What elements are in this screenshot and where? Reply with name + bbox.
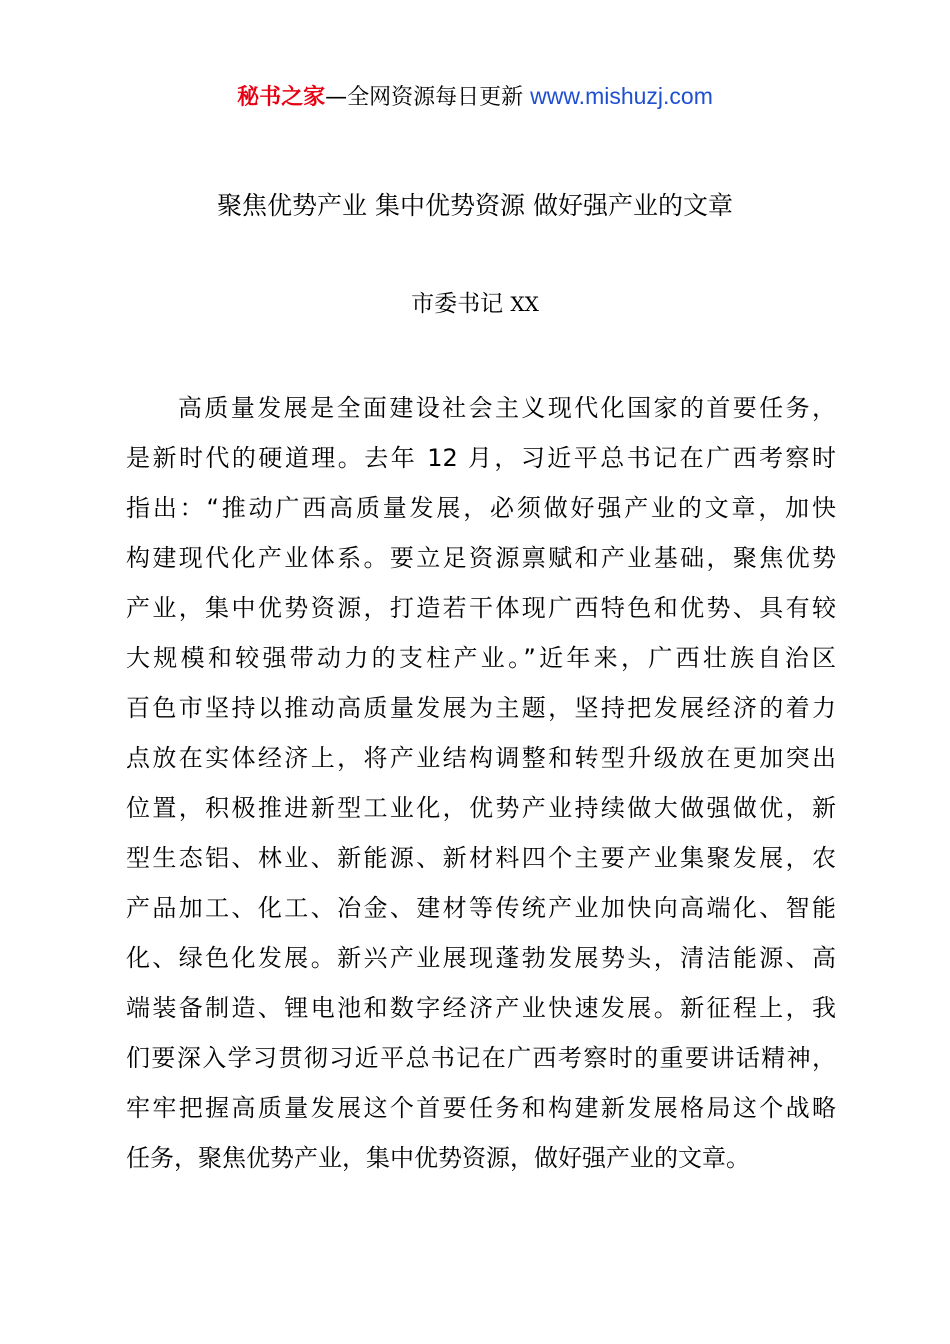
paragraph-line: 牢牢把握高质量发展这个首要任务和构建新发展格局这个战略 — [126, 1094, 836, 1122]
site-url-link[interactable]: www.mishuzj.com — [530, 83, 713, 109]
paragraph-line: 位置，积极推进新型工业化，优势产业持续做大做强做优，新 — [126, 794, 836, 822]
author-name: XX — [510, 292, 539, 316]
paragraph-line: 产品加工、化工、冶金、建材等传统产业加快向高端化、智能 — [126, 894, 836, 922]
document-title: 聚焦优势产业 集中优势资源 做好强产业的文章 — [217, 191, 733, 220]
paragraph-line: 点放在实体经济上，将产业结构调整和转型升级放在更加突出 — [126, 744, 836, 772]
paragraph-line: 型生态铝、林业、新能源、新材料四个主要产业集聚发展，农 — [126, 844, 836, 872]
paragraph-line: 大规模和较强带动力的支柱产业。”近年来，广西壮族自治区 — [126, 644, 836, 672]
paragraph-line: 百色市坚持以推动高质量发展为主题，坚持把发展经济的着力 — [126, 694, 836, 722]
brand-name: 秘书之家 — [237, 85, 326, 110]
paragraph-line: 端装备制造、锂电池和数字经济产业快速发展。新征程上，我 — [126, 994, 836, 1022]
site-tagline: —全网资源每日更新 — [325, 85, 524, 110]
paragraph-line: 是新时代的硬道理。去年 12 月，习近平总书记在广西考察时 — [126, 444, 836, 472]
paragraph-line: 构建现代化产业体系。要立足资源禀赋和产业基础，聚焦优势 — [126, 544, 836, 572]
paragraph-line: 指出：“推动广西高质量发展，必须做好强产业的文章，加快 — [126, 494, 836, 522]
document-author — [0, 286, 950, 322]
body-paragraph — [126, 383, 836, 1183]
paragraph-line: 化、绿色化发展。新兴产业展现蓬勃发展势头，清洁能源、高 — [126, 944, 836, 972]
site-header — [0, 80, 950, 114]
paragraph-line: 产业，集中优势资源，打造若干体现广西特色和优势、具有较 — [126, 594, 836, 622]
paragraph-line: 高质量发展是全面建设社会主义现代化国家的首要任务， — [178, 394, 836, 422]
paragraph-line: 们要深入学习贯彻习近平总书记在广西考察时的重要讲话精神， — [126, 1044, 836, 1072]
author-role: 市委书记 — [411, 291, 504, 317]
paragraph-line: 任务，聚焦优势产业，集中优势资源，做好强产业的文章。 — [126, 1144, 750, 1172]
